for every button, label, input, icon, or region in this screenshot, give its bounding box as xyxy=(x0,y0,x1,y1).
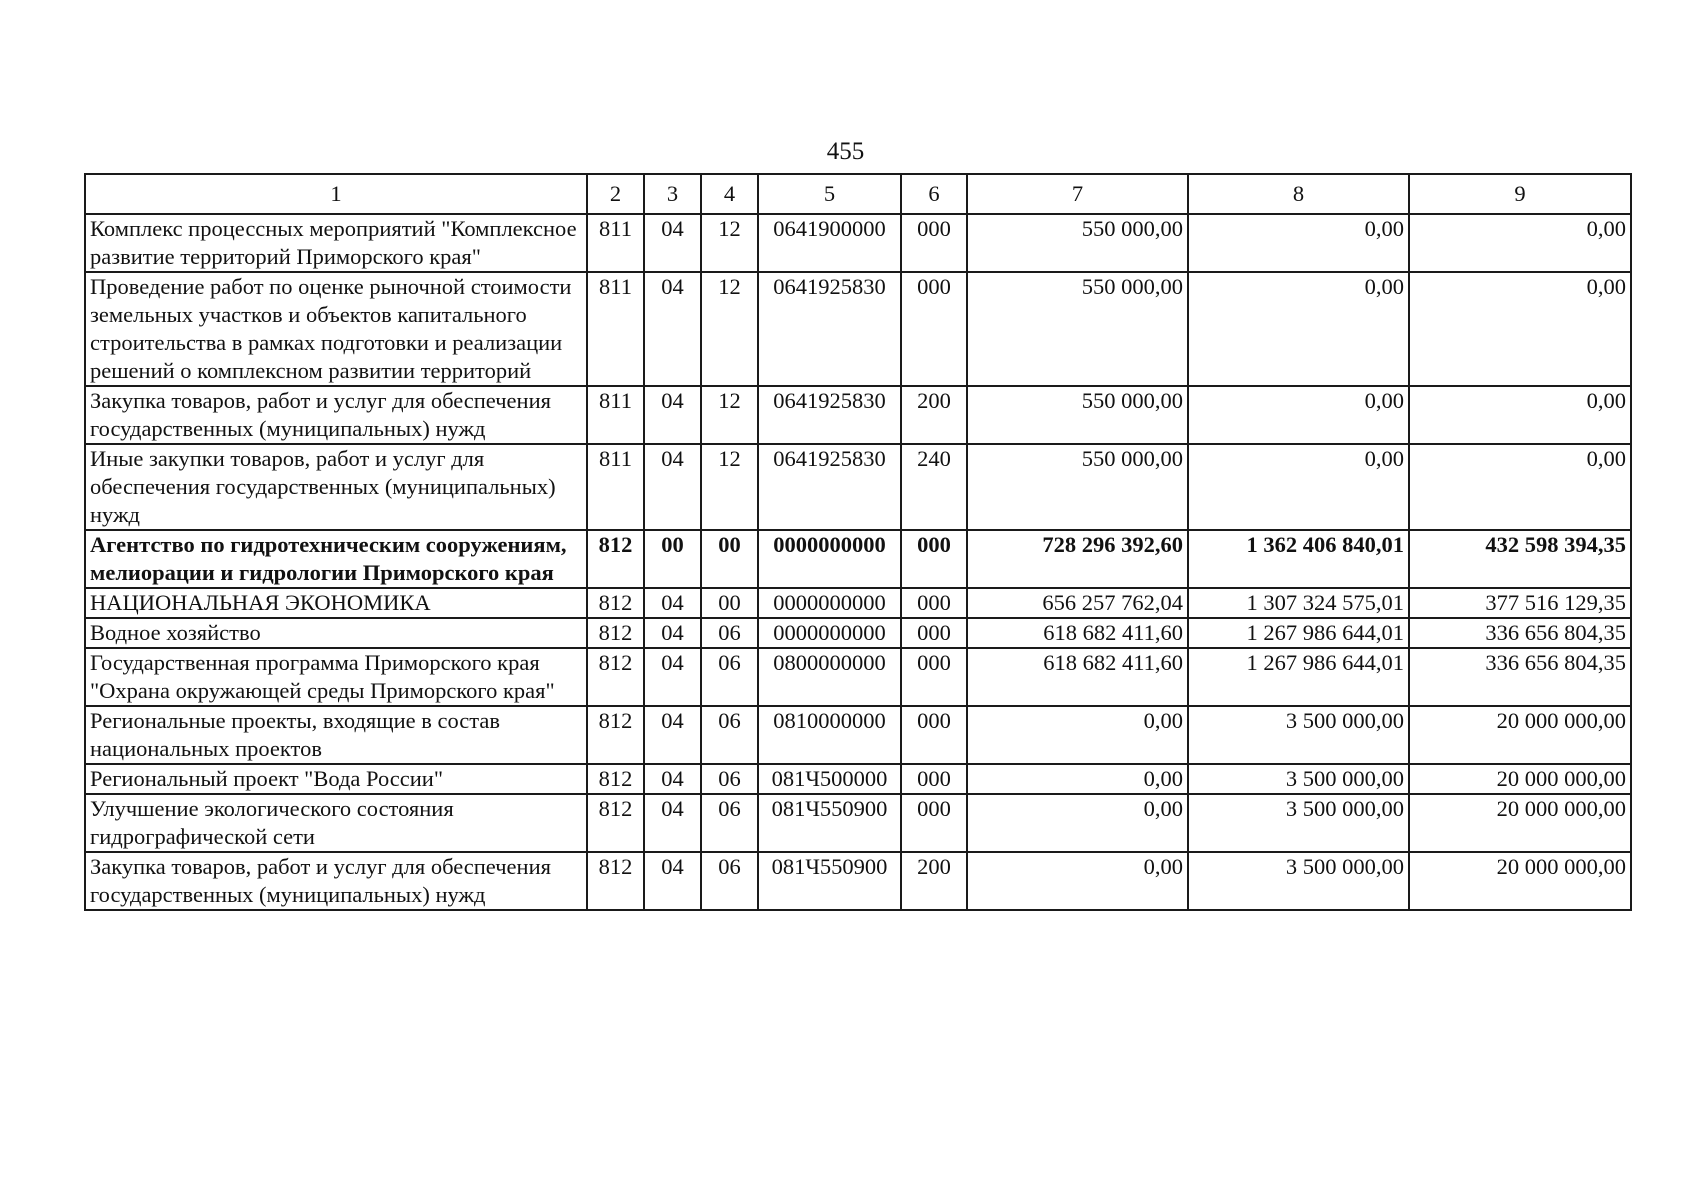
row-name: Региональный проект "Вода России" xyxy=(85,764,587,794)
header-col-5: 5 xyxy=(758,174,901,214)
row-col-9: 20 000 000,00 xyxy=(1409,764,1631,794)
row-name: Комплекс процессных мероприятий "Комплексное развитие территорий Приморского края" xyxy=(85,214,587,272)
table-row xyxy=(85,794,1631,852)
table-row xyxy=(85,618,1631,648)
row-col-6: 000 xyxy=(901,530,967,588)
row-col-3: 04 xyxy=(644,764,701,794)
row-col-4: 12 xyxy=(701,444,758,530)
header-col-4: 4 xyxy=(701,174,758,214)
row-col-9: 20 000 000,00 xyxy=(1409,852,1631,910)
row-col-7: 618 682 411,60 xyxy=(967,618,1188,648)
row-col-9: 336 656 804,35 xyxy=(1409,648,1631,706)
table-row-agency xyxy=(85,530,1631,588)
row-col-8: 3 500 000,00 xyxy=(1188,794,1409,852)
row-col-3: 04 xyxy=(644,386,701,444)
row-col-6: 000 xyxy=(901,618,967,648)
row-col-8: 0,00 xyxy=(1188,386,1409,444)
row-col-5: 0641925830 xyxy=(758,444,901,530)
row-col-2: 811 xyxy=(587,444,644,530)
table-row xyxy=(85,588,1631,618)
row-col-3: 04 xyxy=(644,618,701,648)
row-col-9: 336 656 804,35 xyxy=(1409,618,1631,648)
row-col-2: 812 xyxy=(587,852,644,910)
row-col-6: 000 xyxy=(901,272,967,386)
row-col-2: 812 xyxy=(587,706,644,764)
table-row xyxy=(85,648,1631,706)
row-col-6: 000 xyxy=(901,764,967,794)
row-col-2: 812 xyxy=(587,794,644,852)
row-name: Водное хозяйство xyxy=(85,618,587,648)
row-col-5: 0810000000 xyxy=(758,706,901,764)
row-col-6: 000 xyxy=(901,588,967,618)
row-col-9: 20 000 000,00 xyxy=(1409,706,1631,764)
row-col-5: 0000000000 xyxy=(758,530,901,588)
row-name: Закупка товаров, работ и услуг для обеспечения государственных (муниципальных) нужд xyxy=(85,852,587,910)
row-col-8: 1 362 406 840,01 xyxy=(1188,530,1409,588)
row-col-7: 550 000,00 xyxy=(967,386,1188,444)
table-row xyxy=(85,386,1631,444)
row-col-8: 1 267 986 644,01 xyxy=(1188,648,1409,706)
row-col-4: 06 xyxy=(701,648,758,706)
row-name: НАЦИОНАЛЬНАЯ ЭКОНОМИКА xyxy=(85,588,587,618)
row-col-3: 04 xyxy=(644,706,701,764)
row-col-3: 04 xyxy=(644,214,701,272)
row-col-2: 812 xyxy=(587,764,644,794)
row-col-7: 728 296 392,60 xyxy=(967,530,1188,588)
row-col-4: 12 xyxy=(701,272,758,386)
table-row xyxy=(85,852,1631,910)
row-col-9: 0,00 xyxy=(1409,214,1631,272)
row-col-5: 0641925830 xyxy=(758,386,901,444)
header-col-8: 8 xyxy=(1188,174,1409,214)
row-col-9: 377 516 129,35 xyxy=(1409,588,1631,618)
row-col-4: 12 xyxy=(701,386,758,444)
table-row xyxy=(85,444,1631,530)
row-col-7: 0,00 xyxy=(967,764,1188,794)
row-name: Региональные проекты, входящие в состав национальных проектов xyxy=(85,706,587,764)
row-col-2: 811 xyxy=(587,272,644,386)
row-col-5: 0800000000 xyxy=(758,648,901,706)
row-col-2: 812 xyxy=(587,588,644,618)
row-col-4: 12 xyxy=(701,214,758,272)
row-col-8: 1 267 986 644,01 xyxy=(1188,618,1409,648)
row-col-5: 0641925830 xyxy=(758,272,901,386)
row-name: Проведение работ по оценке рыночной стоимости земельных участков и объектов капитального строительства в рамках подготовки и реализации решений о комплексном развитии территорий xyxy=(85,272,587,386)
row-col-4: 06 xyxy=(701,618,758,648)
row-col-7: 0,00 xyxy=(967,852,1188,910)
row-col-9: 0,00 xyxy=(1409,386,1631,444)
row-col-9: 432 598 394,35 xyxy=(1409,530,1631,588)
row-col-3: 04 xyxy=(644,588,701,618)
row-col-2: 811 xyxy=(587,386,644,444)
row-col-8: 0,00 xyxy=(1188,214,1409,272)
row-col-4: 06 xyxy=(701,764,758,794)
header-col-2: 2 xyxy=(587,174,644,214)
row-col-2: 812 xyxy=(587,648,644,706)
header-col-6: 6 xyxy=(901,174,967,214)
row-col-2: 812 xyxy=(587,530,644,588)
row-col-3: 04 xyxy=(644,648,701,706)
row-col-3: 04 xyxy=(644,444,701,530)
row-col-9: 0,00 xyxy=(1409,444,1631,530)
row-col-6: 000 xyxy=(901,648,967,706)
row-col-4: 00 xyxy=(701,588,758,618)
row-name: Иные закупки товаров, работ и услуг для обеспечения государственных (муниципальных) нужд xyxy=(85,444,587,530)
row-col-7: 550 000,00 xyxy=(967,214,1188,272)
row-col-3: 00 xyxy=(644,530,701,588)
row-col-5: 0641900000 xyxy=(758,214,901,272)
row-col-4: 06 xyxy=(701,706,758,764)
row-col-7: 550 000,00 xyxy=(967,444,1188,530)
header-col-9: 9 xyxy=(1409,174,1631,214)
row-col-8: 3 500 000,00 xyxy=(1188,764,1409,794)
row-col-9: 20 000 000,00 xyxy=(1409,794,1631,852)
row-col-2: 811 xyxy=(587,214,644,272)
row-name: Государственная программа Приморского края "Охрана окружающей среды Приморского края" xyxy=(85,648,587,706)
row-col-5: 081Ч550900 xyxy=(758,852,901,910)
row-col-6: 240 xyxy=(901,444,967,530)
row-col-7: 0,00 xyxy=(967,794,1188,852)
row-col-8: 0,00 xyxy=(1188,272,1409,386)
row-name: Улучшение экологического состояния гидрографической сети xyxy=(85,794,587,852)
row-col-5: 081Ч550900 xyxy=(758,794,901,852)
row-col-5: 081Ч500000 xyxy=(758,764,901,794)
row-col-7: 618 682 411,60 xyxy=(967,648,1188,706)
header-col-7: 7 xyxy=(967,174,1188,214)
row-name: Агентство по гидротехническим сооружениям, мелиорации и гидрологии Приморского края xyxy=(85,530,587,588)
header-col-3: 3 xyxy=(644,174,701,214)
row-col-3: 04 xyxy=(644,852,701,910)
row-col-2: 812 xyxy=(587,618,644,648)
row-col-8: 1 307 324 575,01 xyxy=(1188,588,1409,618)
table-row xyxy=(85,706,1631,764)
row-col-7: 656 257 762,04 xyxy=(967,588,1188,618)
table-row xyxy=(85,764,1631,794)
row-col-4: 06 xyxy=(701,794,758,852)
row-col-8: 3 500 000,00 xyxy=(1188,706,1409,764)
page-number: 455 xyxy=(826,138,865,165)
table-row xyxy=(85,272,1631,386)
header-row xyxy=(85,174,1631,214)
row-col-5: 0000000000 xyxy=(758,618,901,648)
table-row xyxy=(85,214,1631,272)
header-col-1: 1 xyxy=(85,174,587,214)
row-col-7: 550 000,00 xyxy=(967,272,1188,386)
row-col-8: 3 500 000,00 xyxy=(1188,852,1409,910)
row-col-6: 000 xyxy=(901,794,967,852)
budget-table xyxy=(84,173,1632,911)
row-col-6: 200 xyxy=(901,386,967,444)
row-col-6: 200 xyxy=(901,852,967,910)
row-col-4: 00 xyxy=(701,530,758,588)
row-col-7: 0,00 xyxy=(967,706,1188,764)
row-col-6: 000 xyxy=(901,706,967,764)
row-name: Закупка товаров, работ и услуг для обеспечения государственных (муниципальных) нужд xyxy=(85,386,587,444)
row-col-3: 04 xyxy=(644,794,701,852)
row-col-8: 0,00 xyxy=(1188,444,1409,530)
row-col-3: 04 xyxy=(644,272,701,386)
row-col-5: 0000000000 xyxy=(758,588,901,618)
row-col-9: 0,00 xyxy=(1409,272,1631,386)
row-col-4: 06 xyxy=(701,852,758,910)
row-col-6: 000 xyxy=(901,214,967,272)
